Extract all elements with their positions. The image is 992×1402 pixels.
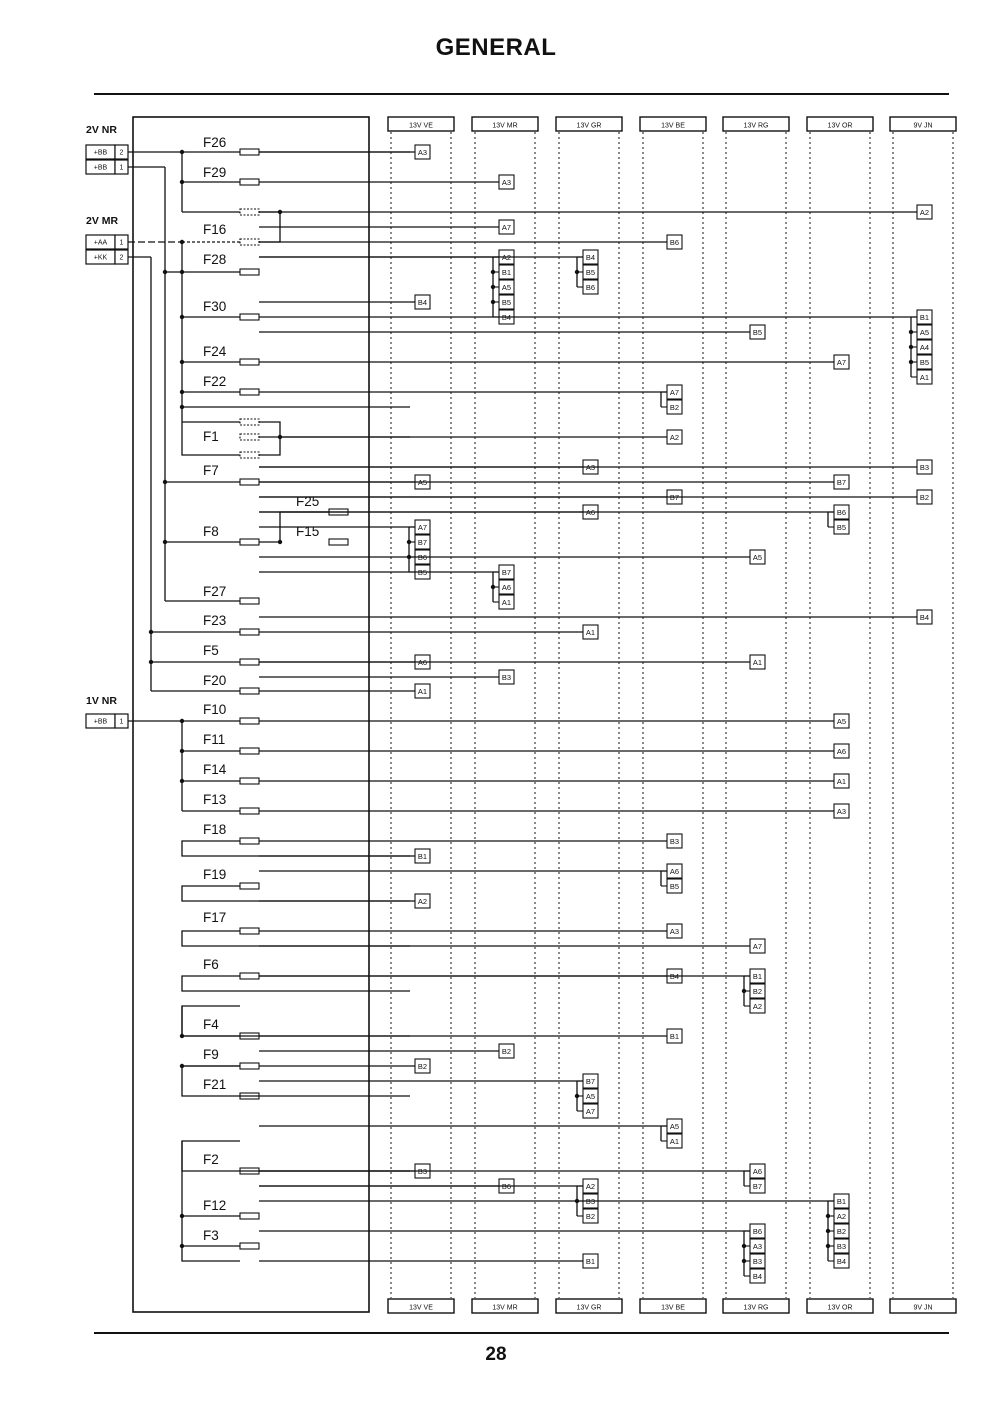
terminal-label: A3 [752, 1241, 763, 1251]
terminal-label: B5 [501, 297, 512, 307]
connector-pin-label: +AA [93, 239, 108, 247]
fuse-label: F11 [203, 732, 226, 747]
connector-pin-number: 1 [119, 718, 124, 726]
junction-dot [180, 1034, 184, 1038]
terminal-label: B2 [585, 1211, 596, 1221]
fuse-symbol [240, 389, 259, 395]
junction-dot [278, 540, 282, 544]
terminal-label: B3 [417, 1166, 428, 1176]
fuse-symbol [240, 239, 259, 245]
fuse-symbol [240, 269, 259, 275]
terminal-label: A1 [501, 597, 512, 607]
column-header-label: 13V MR [492, 122, 518, 130]
terminal-label: A5 [752, 552, 763, 562]
fuse-symbol [240, 748, 259, 754]
fuse-label: F23 [203, 613, 227, 628]
terminal-label: B5 [752, 327, 763, 337]
junction-dot [180, 719, 184, 723]
terminal-label: B4 [919, 612, 930, 622]
terminal-label: B4 [836, 1256, 847, 1266]
terminal-label: A5 [585, 1091, 596, 1101]
terminal-label: B5 [585, 267, 596, 277]
junction-dot [575, 270, 579, 274]
terminal-label: B4 [417, 297, 428, 307]
terminal-label: A2 [417, 896, 428, 906]
fuse-label: F6 [203, 957, 219, 972]
terminal-label: B6 [501, 1181, 512, 1191]
terminal-label: B1 [752, 971, 763, 981]
terminal-label: A2 [669, 432, 680, 442]
column-header-label: 13V OR [827, 122, 853, 130]
terminal-label: B6 [417, 552, 428, 562]
junction-dot [742, 989, 746, 993]
terminal-label: B6 [585, 282, 596, 292]
terminal-label: A2 [752, 1001, 763, 1011]
terminal-label: A2 [501, 252, 512, 262]
terminal-label: A3 [585, 462, 596, 472]
terminal-label: B1 [669, 1031, 680, 1041]
junction-dot [180, 150, 184, 154]
fuse-label: F22 [203, 374, 227, 389]
junction-dot [407, 540, 411, 544]
connector-pin-label: +BB [93, 149, 108, 157]
connector-pin-number: 2 [119, 254, 124, 262]
column-footer-label: 13V OR [827, 1304, 853, 1312]
terminal-label: B5 [669, 881, 680, 891]
junction-dot [491, 285, 495, 289]
terminal-label: A1 [752, 657, 763, 667]
terminal-label: B3 [836, 1241, 847, 1251]
terminal-label: B7 [836, 477, 847, 487]
terminal-label: B1 [919, 312, 930, 322]
fuse-box [133, 117, 369, 1312]
fuse-label: F13 [203, 792, 227, 807]
wire [182, 841, 410, 856]
column-footer-label: 13V GR [576, 1304, 602, 1312]
fuse-symbol [240, 928, 259, 934]
terminal-label: B6 [752, 1226, 763, 1236]
terminal-label: A1 [585, 627, 596, 637]
fuse-label: F29 [203, 165, 227, 180]
terminal-label: A1 [417, 686, 428, 696]
fuse-symbol [240, 452, 259, 458]
connector-pin-label: +BB [93, 718, 108, 726]
terminal-label: A6 [669, 866, 680, 876]
connector-pin-label: +BB [93, 164, 108, 172]
fuse-symbol [329, 539, 348, 545]
wire [182, 976, 410, 991]
fuse-label: F8 [203, 524, 219, 539]
fuse-label: F17 [203, 910, 227, 925]
fuse-symbol [240, 539, 259, 545]
connector-pin-number: 2 [119, 149, 124, 157]
terminal-label: B5 [836, 522, 847, 532]
column-header-label: 13V BE [661, 122, 685, 130]
bottom-rule [94, 1332, 949, 1334]
fuse-symbol [240, 659, 259, 665]
terminal-label: A7 [836, 357, 847, 367]
fuse-symbol [240, 973, 259, 979]
fuse-symbol [240, 808, 259, 814]
terminal-label: B2 [752, 986, 763, 996]
fuse-label: F9 [203, 1047, 219, 1062]
terminal-label: A5 [417, 477, 428, 487]
connector-pin-number: 1 [119, 164, 124, 172]
fuse-label: F15 [296, 524, 320, 539]
terminal-label: A7 [417, 522, 428, 532]
junction-dot [491, 270, 495, 274]
terminal-label: A6 [417, 657, 428, 667]
terminal-label: B2 [501, 1046, 512, 1056]
terminal-label: B7 [417, 537, 428, 547]
fuse-symbol [240, 419, 259, 425]
fuse-symbol [240, 883, 259, 889]
junction-dot [742, 1244, 746, 1248]
wire [182, 886, 410, 901]
terminal-label: B4 [669, 971, 680, 981]
terminal-label: B7 [752, 1181, 763, 1191]
terminal-label: A5 [836, 716, 847, 726]
fuse-label: F4 [203, 1017, 219, 1032]
connector-label: 2V MR [86, 215, 119, 227]
terminal-label: B7 [669, 492, 680, 502]
terminal-label: A2 [585, 1181, 596, 1191]
terminal-label: A6 [585, 507, 596, 517]
terminal-label: A2 [919, 207, 930, 217]
terminal-label: B2 [417, 1061, 428, 1071]
fuse-label: F5 [203, 643, 219, 658]
terminal-label: B7 [501, 567, 512, 577]
fuse-label: F7 [203, 463, 219, 478]
fuse-symbol [240, 838, 259, 844]
terminal-label: A1 [919, 372, 930, 382]
column-header-label: 13V VE [409, 122, 433, 130]
junction-dot [909, 360, 913, 364]
fuse-label: F20 [203, 673, 227, 688]
fuse-symbol [240, 179, 259, 185]
terminal-label: B3 [919, 462, 930, 472]
terminal-label: A4 [919, 342, 930, 352]
terminal-label: B7 [585, 1076, 596, 1086]
fuse-label: F27 [203, 584, 227, 599]
terminal-label: A5 [669, 1121, 680, 1131]
fuse-label: F24 [203, 344, 227, 359]
connector-label: 2V NR [86, 124, 117, 136]
column-header-label: 13V RG [743, 122, 769, 130]
terminal-label: B2 [919, 492, 930, 502]
terminal-label: A6 [752, 1166, 763, 1176]
wire [259, 422, 280, 455]
fuse-symbol [240, 688, 259, 694]
fuse-label: F26 [203, 135, 227, 150]
column-header-label: 9V JN [913, 122, 933, 130]
junction-dot [909, 345, 913, 349]
page-title: GENERAL [435, 34, 557, 61]
terminal-label: B4 [585, 252, 596, 262]
fuse-label: F14 [203, 762, 227, 777]
terminal-label: B1 [417, 851, 428, 861]
junction-dot [826, 1229, 830, 1233]
fuse-label: F10 [203, 702, 227, 717]
junction-dot [575, 1094, 579, 1098]
terminal-label: B3 [669, 836, 680, 846]
terminal-label: B3 [585, 1196, 596, 1206]
junction-dot [909, 330, 913, 334]
terminal-label: A2 [836, 1211, 847, 1221]
fuse-symbol [240, 718, 259, 724]
fuse-symbol [240, 1063, 259, 1069]
fuse-label: F21 [203, 1077, 227, 1092]
fuse-symbol [240, 149, 259, 155]
column-footer-label: 13V VE [409, 1304, 433, 1312]
terminal-label: A1 [836, 776, 847, 786]
column-footer-label: 13V RG [743, 1304, 769, 1312]
fuse-symbol [240, 1213, 259, 1219]
column-header-label: 13V GR [576, 122, 602, 130]
terminal-label: B1 [836, 1196, 847, 1206]
fuse-label: F1 [203, 429, 219, 444]
terminal-label: A7 [752, 941, 763, 951]
fuse-label: F2 [203, 1152, 219, 1167]
terminal-label: A6 [836, 746, 847, 756]
terminal-label: A5 [501, 282, 512, 292]
fuse-symbol [240, 359, 259, 365]
terminal-label: B2 [669, 402, 680, 412]
terminal-label: B6 [669, 237, 680, 247]
terminal-label: B3 [501, 672, 512, 682]
terminal-label: B2 [836, 1226, 847, 1236]
junction-dot [826, 1244, 830, 1248]
fuse-symbol [240, 598, 259, 604]
terminal-label: B3 [752, 1256, 763, 1266]
terminal-label: A5 [919, 327, 930, 337]
fuse-label: F25 [296, 494, 320, 509]
terminal-label: B5 [417, 567, 428, 577]
terminal-label: A7 [669, 387, 680, 397]
fuse-label: F3 [203, 1228, 219, 1243]
fuse-label: F12 [203, 1198, 227, 1213]
terminal-label: A7 [585, 1106, 596, 1116]
terminal-label: A7 [501, 222, 512, 232]
fuse-label: F19 [203, 867, 227, 882]
terminal-label: B4 [752, 1271, 763, 1281]
connector-label: 1V NR [86, 695, 117, 707]
fuse-label: F30 [203, 299, 227, 314]
terminal-label: A3 [501, 177, 512, 187]
junction-dot [742, 1259, 746, 1263]
terminal-label: A3 [417, 147, 428, 157]
fuse-label: F16 [203, 222, 227, 237]
column-footer-label: 9V JN [913, 1304, 933, 1312]
fuse-label: F28 [203, 252, 227, 267]
fuse-symbol [240, 434, 259, 440]
fuse-label: F18 [203, 822, 227, 837]
page-number: 28 [485, 1344, 507, 1365]
fuse-symbol [240, 1243, 259, 1249]
junction-dot [491, 585, 495, 589]
terminal-label: A1 [669, 1136, 680, 1146]
terminal-label: A3 [836, 806, 847, 816]
junction-dot [491, 300, 495, 304]
fuse-symbol [240, 314, 259, 320]
junction-dot [826, 1214, 830, 1218]
terminal-label: B5 [919, 357, 930, 367]
terminal-label: A3 [669, 926, 680, 936]
terminal-label: B4 [501, 312, 512, 322]
fuse-symbol [240, 629, 259, 635]
fuse-symbol [240, 209, 259, 215]
terminal-label: A6 [501, 582, 512, 592]
terminal-label: B6 [836, 507, 847, 517]
column-footer-label: 13V MR [492, 1304, 518, 1312]
wire [182, 931, 410, 946]
fuse-symbol [240, 778, 259, 784]
connector-pin-number: 1 [119, 239, 124, 247]
terminal-label: B1 [585, 1256, 596, 1266]
connector-pin-label: +KK [93, 254, 108, 262]
column-footer-label: 13V BE [661, 1304, 685, 1312]
fuse-symbol [240, 479, 259, 485]
terminal-label: B1 [501, 267, 512, 277]
